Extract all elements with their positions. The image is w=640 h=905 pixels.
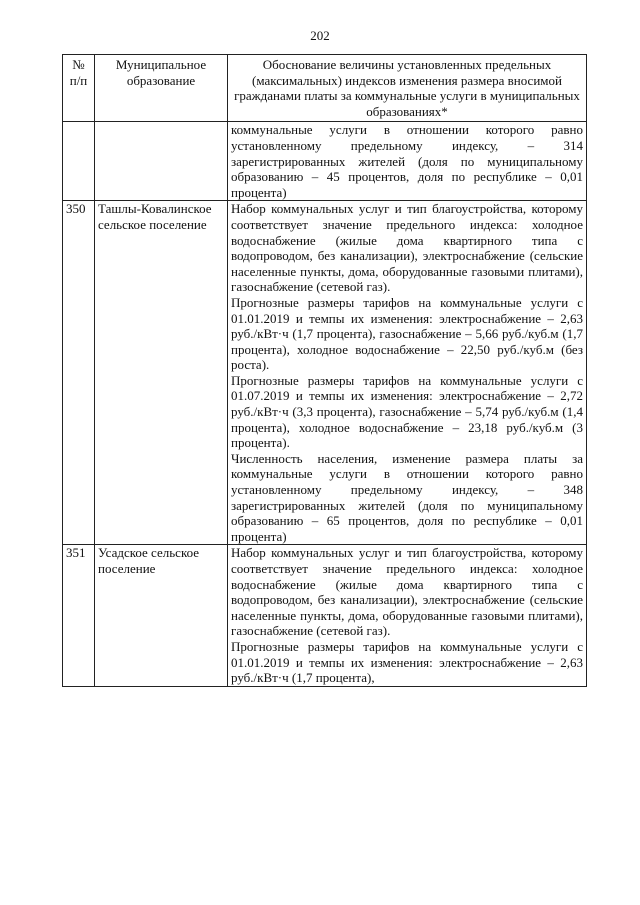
justification-cell bbox=[228, 122, 587, 201]
justification-paragraph: Набор коммунальных услуг и тип благоустройства, которому соответствует значение предельного индекса: холодное водоснабжение (жилые дома квартирного типа с водопроводом, без канализации), электроснабжение (сельские населенные пункты, дома, оборудованные газовыми плитами), газоснабжение (сетевой газ). bbox=[231, 201, 583, 295]
header-justification: Обоснование величины установленных предельных (максимальных) индексов изменения размера вносимой гражданами платы за коммунальные услуги в муниципальных образованиях* bbox=[228, 55, 587, 122]
justification-paragraph: Прогнозные размеры тарифов на коммунальные услуги с 01.07.2019 и темпы их изменения: электроснабжение – 2,72 руб./кВт·ч (3,3 процента), газоснабжение – 5,74 руб./куб.м (1,4 процента), холодное водоснабжение – 23,18 руб./куб.м (3 процента). bbox=[231, 372, 583, 451]
justification-paragraph: Набор коммунальных услуг и тип благоустройства, которому соответствует значение предельного индекса: холодное водоснабжение (жилые дома квартирного типа с водопроводом, без канализации), электроснабжение (сельские населенные пункты, дома, оборудованные газовыми плитами), газоснабжение (сетевой газ). bbox=[231, 545, 583, 639]
municipality-name: Усадское сельское поселение bbox=[95, 545, 228, 686]
justification-paragraph: коммунальные услуги в отношении которого равно установленному предельному индексу, – 314 зарегистрированных жителей (доля по муниципальному образованию – 45 процентов, доля по республике – 0,01 процента) bbox=[231, 122, 583, 200]
header-num: № п/п bbox=[63, 55, 95, 122]
table-row bbox=[63, 545, 587, 686]
page-number: 202 bbox=[310, 28, 330, 43]
table-header-row bbox=[63, 55, 587, 122]
table-row bbox=[63, 122, 587, 201]
tariff-justification-table bbox=[62, 54, 587, 687]
justification-paragraph: Прогнозные размеры тарифов на коммунальные услуги с 01.01.2019 и темпы их изменения: электроснабжение – 2,63 руб./кВт·ч (1,7 процента), газоснабжение – 5,66 руб./куб.м (1,7 процента), холодное водоснабжение – 22,50 руб./куб.м (без роста). bbox=[231, 294, 583, 373]
row-number: 350 bbox=[63, 201, 95, 545]
municipality-name bbox=[95, 122, 228, 201]
justification-paragraph: Численность населения, изменение размера платы за коммунальные услуги в отношении которого равно установленному предельному индексу, – 348 зарегистрированных жителей (доля по муниципальному образованию – 65 процентов, доля по республике – 0,01 процента) bbox=[231, 450, 583, 544]
header-municipality: Муниципальное образование bbox=[95, 55, 228, 122]
justification-paragraph: Прогнозные размеры тарифов на коммунальные услуги с 01.01.2019 и темпы их изменения: электроснабжение – 2,63 руб./кВт·ч (1,7 процента), bbox=[231, 638, 583, 686]
municipality-name: Ташлы-Ковалинское сельское поселение bbox=[95, 201, 228, 545]
table-row bbox=[63, 201, 587, 545]
row-number: 351 bbox=[63, 545, 95, 686]
justification-cell bbox=[228, 545, 587, 686]
row-number bbox=[63, 122, 95, 201]
justification-cell bbox=[228, 201, 587, 545]
